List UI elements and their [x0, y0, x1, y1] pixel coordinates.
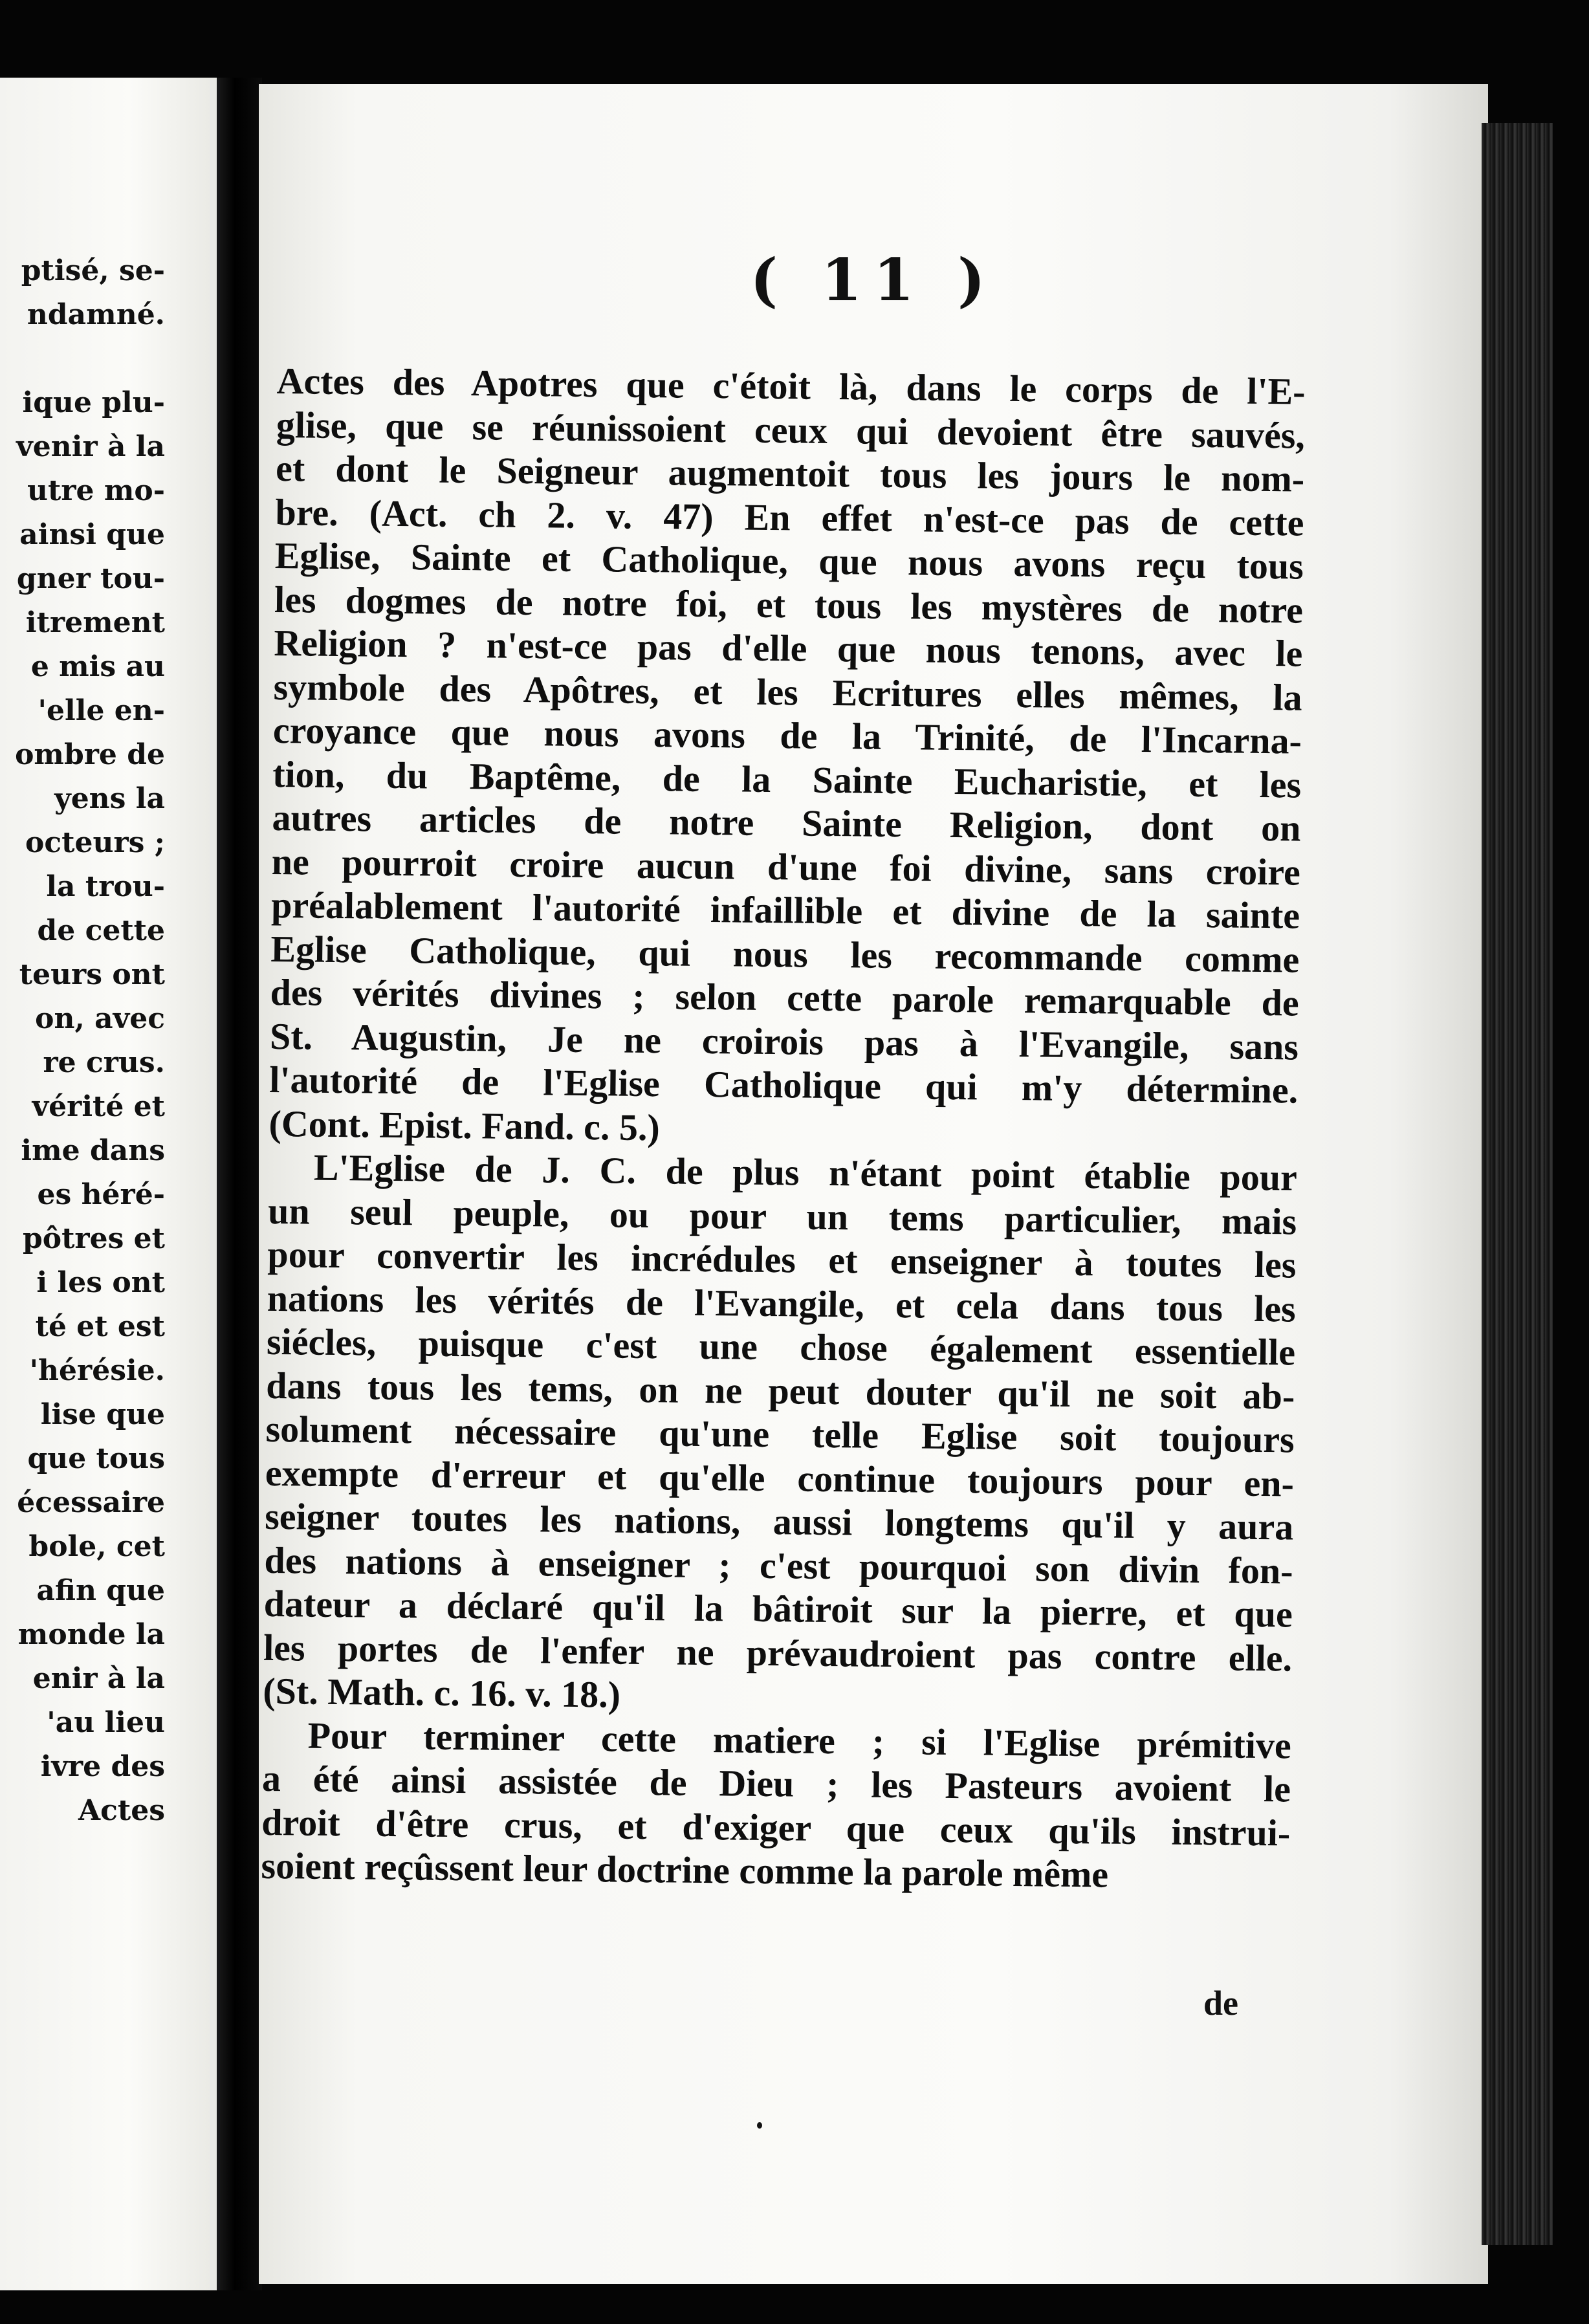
text-line: a été ainsi assistée de Dieu ; les Pasteurs avoient le [261, 1757, 1291, 1810]
text-line: l'autorité de l'Eglise Catholique qui m'y détermine. [268, 1058, 1299, 1112]
text-line: ne pourroit croire aucun d'une foi divine, sans croire [271, 840, 1301, 893]
ink-speck [757, 2122, 762, 2129]
text-line: L'Eglise de J. C. de plus n'étant point établie pour [313, 1146, 1298, 1199]
text-line: soient reçûssent leur doctrine comme la parole même [261, 1844, 1109, 1896]
text-line: pour convertir les incrédules et enseigner à toutes les [267, 1233, 1297, 1286]
text-line: préalablement l'autorité infaillible et divine de la sainte [270, 883, 1300, 937]
previous-page-line: ainsi que [19, 518, 165, 551]
previous-page-line: 'au lieu [47, 1706, 165, 1739]
previous-page-line: ime dans [21, 1134, 165, 1167]
previous-page-text [0, 249, 165, 1833]
text-line: siécles, puisque c'est une chose également essentielle [266, 1320, 1296, 1374]
previous-page-line: bole, cet [28, 1530, 165, 1563]
previous-page-line: té et est [35, 1310, 165, 1343]
previous-page-line: ptisé, se- [21, 254, 165, 287]
previous-page-line: octeurs ; [25, 826, 165, 859]
previous-page-line: enir à la [32, 1662, 165, 1695]
previous-page-line: pôtres et [22, 1222, 165, 1255]
previous-page-line: ivre des [40, 1750, 165, 1783]
text-line: autres articles de notre Sainte Religion, dont on [272, 796, 1301, 850]
text-line: un seul peuple, ou pour un tems particulier, mais [267, 1189, 1297, 1243]
previous-page-line: i les ont [36, 1266, 165, 1299]
previous-page-fragment [0, 78, 217, 2290]
previous-page-line: on, avec [35, 1002, 165, 1035]
previous-page-line: Actes [78, 1794, 165, 1827]
text-line: St. Augustin, Je ne croirois pas à l'Evangile, sans [269, 1014, 1299, 1068]
text-line: Religion ? n'est-ce pas d'elle que nous tenons, avec le [274, 621, 1303, 675]
text-line: nations les vérités de l'Evangile, et cela dans tous les [267, 1277, 1297, 1330]
previous-page-line: monde la [17, 1618, 165, 1651]
previous-page-line: re crus. [43, 1046, 165, 1079]
previous-page-line: yens la [54, 782, 165, 815]
previous-page-line: ombre de [15, 738, 165, 771]
text-line: dateur a déclaré qu'il la bâtiroit sur la pierre, et que [263, 1582, 1293, 1636]
previous-page-line: teurs ont [19, 958, 165, 991]
book-gutter [217, 78, 262, 2290]
previous-page-line: 'hérésie. [29, 1354, 165, 1387]
text-line: les portes de l'enfer ne prévaudroient pas contre elle. [263, 1626, 1293, 1680]
text-line: tion, du Baptême, de la Sainte Eucharistie, et les [272, 752, 1302, 806]
text-line: dans tous les tems, on ne peut douter qu'il ne soit ab- [266, 1364, 1295, 1418]
previous-page-line: ndamné. [27, 298, 165, 331]
previous-page-line: e mis au [30, 650, 165, 683]
text-line: des vérités divines ; selon cette parole remarquable de [270, 970, 1300, 1024]
previous-page-line: ique plu- [22, 386, 165, 419]
text-line: glise, que se réunissoient ceux qui devoient être sauvés, [276, 403, 1306, 457]
page-edges [1482, 123, 1553, 2245]
previous-page-line: vérité et [32, 1090, 165, 1123]
previous-page-line: écessaire [17, 1486, 165, 1519]
previous-page-line: utre mo- [27, 474, 165, 507]
text-line: droit d'être crus, et d'exiger que ceux qu'ils instrui- [261, 1801, 1291, 1854]
previous-page-line: de cette [37, 914, 165, 947]
previous-page-line: que tous [27, 1442, 165, 1475]
text-line: bre. (Act. ch 2. v. 47) En effet n'est-ce pas de cette [275, 490, 1304, 544]
text-line: Eglise, Sainte et Catholique, que nous avons reçu tous [274, 534, 1304, 587]
text-line: croyance que nous avons de la Trinité, de l'Incarna- [272, 708, 1302, 762]
text-line: Eglise Catholique, qui nous les recommande comme [270, 927, 1300, 981]
text-line: symbole des Apôtres, et les Ecritures elles mêmes, la [273, 665, 1302, 719]
page-11 [259, 84, 1488, 2284]
text-line: (Cont. Epist. Fand. c. 5.) [268, 1102, 661, 1148]
previous-page-line: 'elle en- [38, 694, 165, 727]
previous-page-line: la trou- [46, 870, 165, 903]
text-line: (St. Math. c. 16. v. 18.) [263, 1669, 621, 1716]
text-line: et dont le Seigneur augmentoit tous les jours le nom- [275, 446, 1305, 500]
page-body-text [261, 359, 1306, 1898]
text-line: seigner toutes les nations, aussi longtems qu'il y aura [264, 1495, 1294, 1548]
catchword: de [1203, 1984, 1238, 2023]
text-line: Pour terminer cette matiere ; si l'Eglise prémitive [307, 1714, 1291, 1767]
text-line: exempte d'erreur et qu'elle continue toujours pour en- [265, 1451, 1295, 1505]
previous-page-line: venir à la [16, 430, 165, 463]
text-line: Actes des Apotres que c'étoit là, dans le corps de l'E- [276, 359, 1306, 413]
previous-page-line: es héré- [37, 1178, 165, 1211]
previous-page-line: gner tou- [16, 562, 165, 595]
text-line: solument nécessaire qu'une telle Eglise soit toujours [265, 1407, 1295, 1461]
previous-page-line: lise que [40, 1398, 165, 1431]
page-number: ( 11 ) [750, 246, 997, 314]
text-line: les dogmes de notre foi, et tous les mystères de notre [274, 578, 1304, 631]
text-line: des nations à enseigner ; c'est pourquoi son divin fon- [264, 1539, 1293, 1592]
previous-page-line: itrement [25, 606, 165, 639]
previous-page-line [0, 337, 165, 381]
previous-page-line: afin que [36, 1574, 165, 1607]
